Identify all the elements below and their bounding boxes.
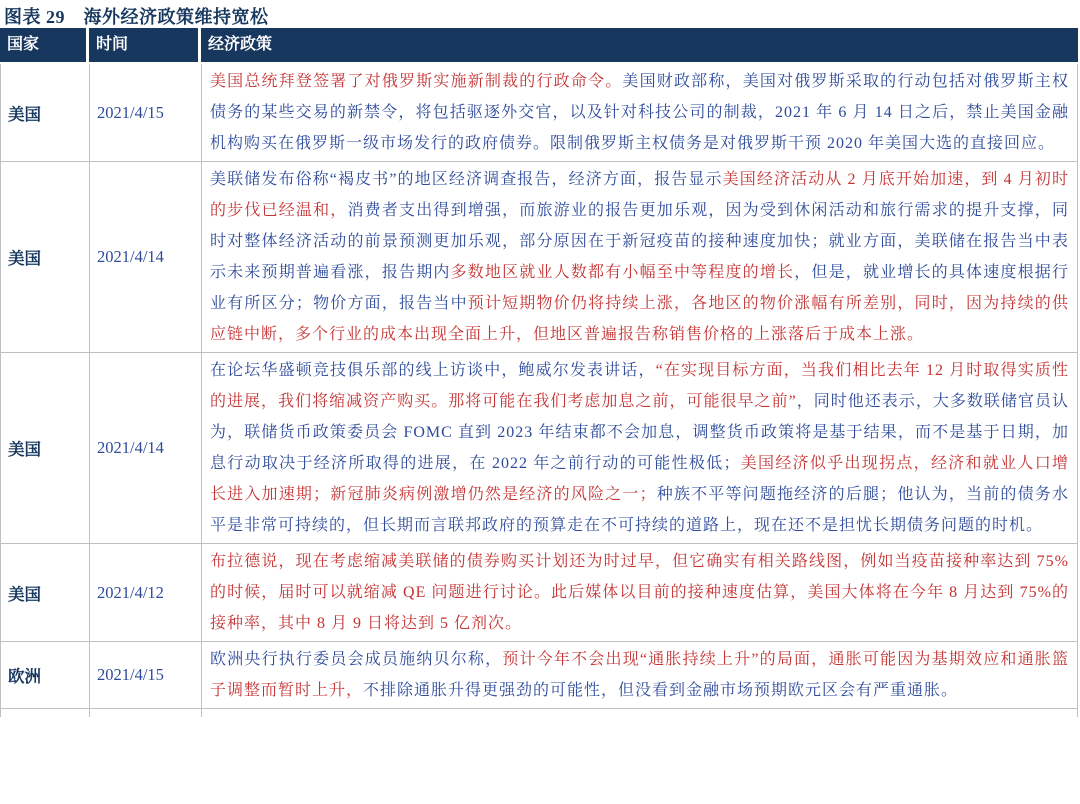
country-label: 美国 [8, 249, 41, 268]
policy-text-blue: 不排除通胀升得更强劲的可能性，但没看到金融市场预期欧元区会有严重通胀。 [363, 682, 959, 699]
policy-text-blue: 种族不平等问题拖经济的后腿；他认为，当前的债务水平是非常可持续的，但长期而言联邦政府的预算走在不可持续的道路上，现在还不是担忧长期债务问题的时机。 [210, 486, 1069, 534]
time-cell [90, 162, 202, 352]
country-label: 美国 [8, 104, 41, 124]
policy-text-red: 布拉德说，现在考虑缩减美联储的债券购买计划还为时过早，但它确实有相关路线图，例如当疫苗接种率达到 75%的时候，届时可以就缩减 QE 问题进行讨论。此后媒体以目前的接种速度估算，美国大体将在今年 8 月达到 75%的接种率，其中 8 月 9 日将达到 5 亿剂次。 [210, 553, 1069, 632]
policy-cell [202, 353, 1077, 543]
policy-text-blue: ，但是，就业增长的具体速度根据行业有所区分；物价方面，报告当中 [210, 264, 1069, 312]
country-cell [1, 709, 90, 717]
time-label: 2021/4/15 [97, 665, 164, 684]
country-cell [1, 64, 90, 161]
policy-text-red: 多数地区就业人数都有小幅至中等程度的增长 [450, 264, 795, 281]
table-header [0, 28, 1078, 62]
header-country: 国家 [0, 28, 89, 62]
policy-cell [202, 64, 1077, 161]
time-label: 2021/4/14 [97, 438, 164, 457]
policy-text-red: “在实现目标方面，当我们相比去年 12 月时取得实质性的进展，我们将缩减资产购买。那将可能在我们考虑加息之前，可能很早之前” [210, 362, 1069, 410]
table-row [1, 162, 1077, 353]
policy-text-red: 美国经济活动从 2 月底开始加速，到 4 月初时的步伐已经温和， [210, 171, 1069, 219]
time-label: 2021/4/15 [97, 102, 164, 122]
country-label: 美国 [8, 584, 41, 604]
policy-text-blue: ，同时他还表示，大多数联储官员认为，联储货币政策委员会 FOMC 直到 2023 年结束都不会加息，调整货币政策将是基于结果，而不是基于日期，加息行动取决于经济所取得的进展，在 2022 年之前行动的可能性极低； [210, 393, 1069, 472]
time-cell [90, 642, 202, 708]
header-time: 时间 [89, 28, 201, 62]
table-body-wrap [0, 64, 1078, 717]
table-row-partial [1, 709, 1077, 717]
country-cell [1, 642, 90, 708]
exhibit-title: 图表 29 海外经济政策维持宽松 [4, 7, 269, 27]
table-row [1, 64, 1077, 162]
policy-text-red: 美国总统拜登签署了对俄罗斯实施新制裁的行政命令。 [210, 73, 623, 90]
policy-text-blue: 在论坛华盛顿竞技俱乐部的线上访谈中，鲍威尔发表讲话， [210, 362, 656, 379]
policy-text-blue: 消费者支出得到增强，而旅游业的报告更加乐观，因为受到休闲活动和旅行需求的提升支撑，同时对整体经济活动的前景预测更加乐观，部分原因在于新冠疫苗的接种速度加快；就业方面，美联储在报告当中表示未来预期普遍看涨，报告期内 [210, 202, 1069, 281]
policy-table [0, 28, 1078, 717]
policy-text-blue: 美国财政部称，美国对俄罗斯采取的行动包括对俄罗斯主权债务的某些交易的新禁令，将包括驱逐外交官，以及针对科技公司的制裁，2021 年 6 月 14 日之后，禁止美国金融机构购买在俄罗斯一级市场发行的政府债券。限制俄罗斯主权债务是对俄罗斯干预 2020 年美国大选的直接回应。 [210, 73, 1069, 152]
table-body [1, 64, 1077, 709]
time-cell [90, 353, 202, 543]
country-cell [1, 544, 90, 641]
country-cell [1, 162, 90, 352]
policy-cell [202, 642, 1077, 708]
time-label: 2021/4/12 [97, 582, 164, 602]
policy-text-blue: 美联储发布俗称“褐皮书”的地区经济调查报告，经济方面，报告显示 [210, 171, 723, 188]
policy-text-red: 美国经济似乎出现拐点，经济和就业人口增长进入加速期；新冠肺炎病例激增仍然是经济的风险之一； [210, 455, 1069, 503]
policy-text-red: 预计短期物价仍将持续上涨，各地区的物价涨幅有所差别，同时，因为持续的供应链中断，多个行业的成本出现全面上升，但地区普遍报告称销售价格的上涨落后于成本上涨。 [210, 295, 1069, 343]
time-cell [90, 709, 202, 717]
table-row [1, 353, 1077, 544]
header-policy: 经济政策 [208, 36, 273, 53]
table-row [1, 642, 1077, 709]
policy-cell [202, 709, 1077, 717]
policy-cell [202, 544, 1077, 641]
policy-cell [202, 162, 1077, 352]
policy-text-red: 预计今年不会出现“通胀持续上升”的局面，通胀可能因为基期效应和通胀篮子调整而暂时上升， [210, 651, 1069, 699]
time-cell [90, 64, 202, 161]
table-row [1, 544, 1077, 642]
policy-text-blue: 欧洲央行执行委员会成员施纳贝尔称， [210, 651, 503, 668]
time-cell [90, 544, 202, 641]
country-cell [1, 353, 90, 543]
country-label: 美国 [8, 440, 41, 459]
time-label: 2021/4/14 [97, 247, 164, 266]
country-label: 欧洲 [8, 667, 41, 686]
